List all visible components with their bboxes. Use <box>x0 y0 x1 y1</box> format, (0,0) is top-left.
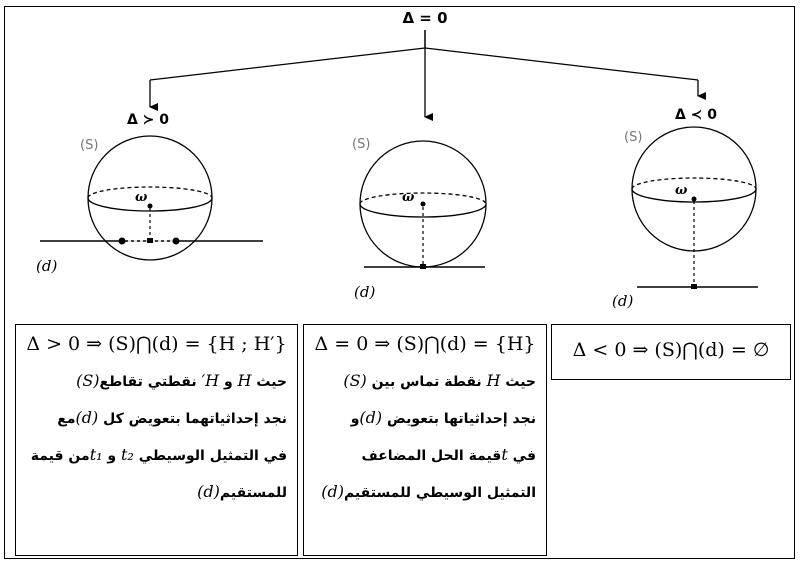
text-line-4 <box>26 474 287 511</box>
var-d: (d) <box>359 408 383 427</box>
text-line-3 <box>314 437 536 474</box>
box-disjoint <box>551 324 791 380</box>
text: مع <box>57 411 76 427</box>
var-s: (S) <box>343 371 367 390</box>
text: حيث <box>256 374 287 390</box>
text-line-1 <box>314 363 536 400</box>
sphere-label: (S) <box>80 138 99 153</box>
formula-disjoint: Δ < 0 ⇒ (S)⋂(d) = ∅ <box>572 339 770 361</box>
var-t: t <box>501 445 508 464</box>
sphere-label: (S) <box>624 130 643 145</box>
delta-negative-label: Δ ≺ 0 <box>674 107 718 123</box>
var-t2: t₂ <box>121 445 134 464</box>
text-line-1 <box>26 363 287 400</box>
center-label: ω <box>135 190 148 205</box>
text: و <box>107 448 117 464</box>
var-d: (d) <box>197 482 220 501</box>
box-secant <box>15 324 298 556</box>
center-label: ω <box>402 190 415 205</box>
line-label: (d) <box>612 292 634 310</box>
delta-zero-header: Δ = 0 <box>402 9 448 27</box>
center-label: ω <box>675 183 688 198</box>
text-line-4 <box>314 474 536 511</box>
var-t1: t₁ <box>89 445 103 464</box>
text: و <box>223 374 233 390</box>
box-tangent <box>303 324 547 556</box>
var-d: (d) <box>321 482 344 501</box>
delta-positive-label: Δ ≻ 0 <box>126 112 170 128</box>
text: نجد إحداثياتهما بتعويض كل <box>103 411 287 427</box>
var-h: H <box>237 371 252 390</box>
text: و <box>350 411 360 427</box>
sphere-label: (S) <box>352 137 371 152</box>
text: في <box>512 448 536 464</box>
text: حيث <box>505 374 536 390</box>
var-h-prime: H′ <box>201 371 220 390</box>
text: قيمة الحل المضاعف <box>361 448 502 464</box>
text: نجد إحداثياتها بتعويض <box>387 411 536 427</box>
line-label: (d) <box>36 257 58 275</box>
formula-secant: Δ > 0 ⇒ (S)⋂(d) = {H ; H′} <box>26 333 287 355</box>
text-line-2 <box>314 400 536 437</box>
text-line-2 <box>26 400 287 437</box>
text: نقطتي تقاطع <box>99 374 197 390</box>
text: من قيمة <box>30 448 90 464</box>
formula-tangent: Δ = 0 ⇒ (S)⋂(d) = {H} <box>314 333 536 355</box>
text: التمثيل الوسيطي للمستقيم <box>343 485 536 501</box>
text: في التمثيل الوسيطي <box>138 448 287 464</box>
text: نقطة تماس بين <box>371 374 482 390</box>
text-line-3 <box>26 437 287 474</box>
var-s: (S) <box>76 371 100 390</box>
var-h: H <box>486 371 501 390</box>
var-d: (d) <box>75 408 99 427</box>
text: للمستقيم <box>219 485 287 501</box>
line-label: (d) <box>354 283 376 301</box>
